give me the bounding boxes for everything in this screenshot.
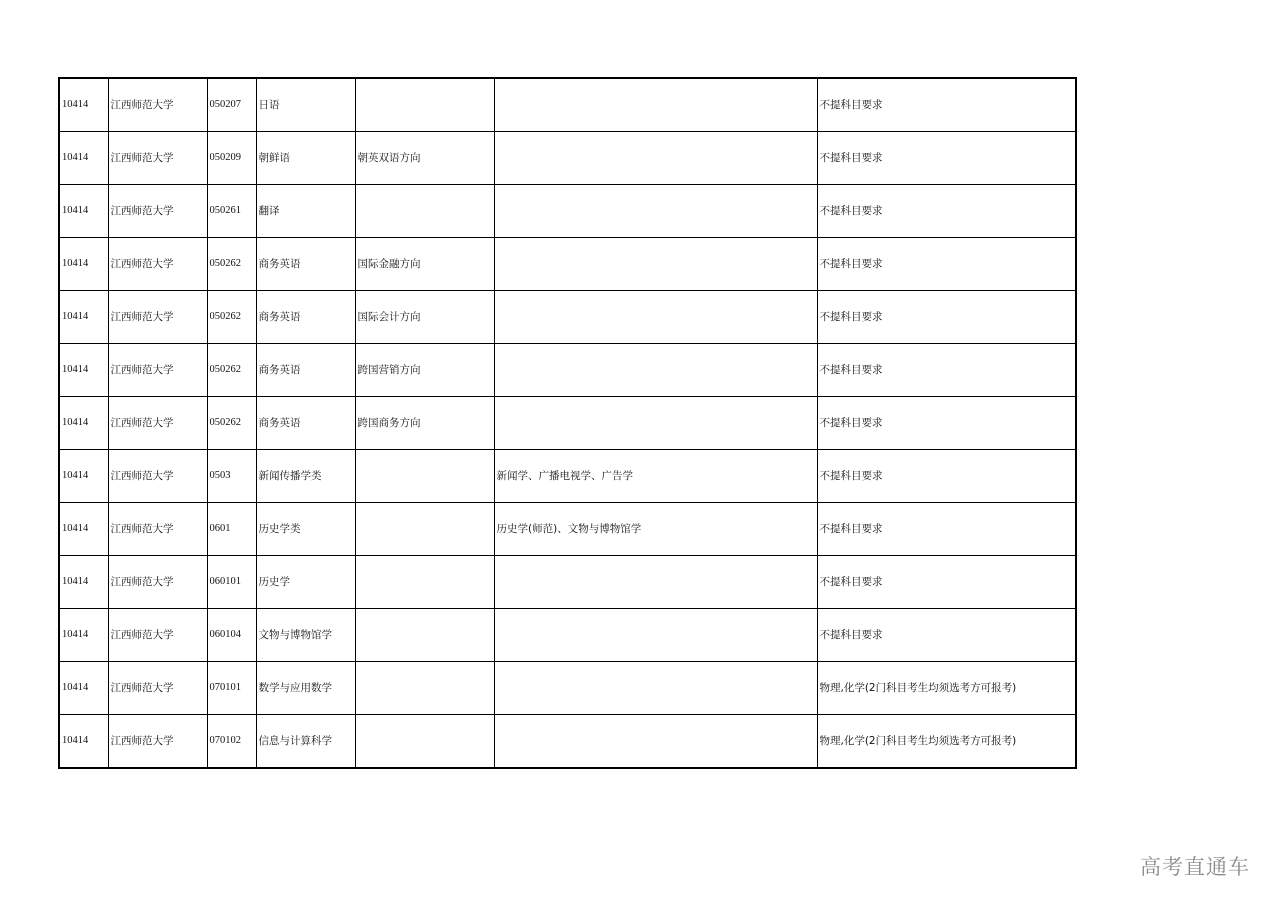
cell-school-code: 10414 xyxy=(59,662,108,715)
cell-major-code: 050262 xyxy=(207,291,256,344)
table-row xyxy=(59,397,1076,450)
cell-school-name: 江西师范大学 xyxy=(108,344,207,397)
cell-included-majors xyxy=(494,238,817,291)
table-row xyxy=(59,344,1076,397)
cell-school-name: 江西师范大学 xyxy=(108,662,207,715)
cell-school-code: 10414 xyxy=(59,397,108,450)
cell-subject-requirement: 物理,化学(2门科目考生均须选考方可报考) xyxy=(817,715,1076,769)
table-row xyxy=(59,662,1076,715)
table-row xyxy=(59,609,1076,662)
cell-major-name: 历史学 xyxy=(256,556,355,609)
cell-major-name: 新闻传播学类 xyxy=(256,450,355,503)
cell-school-name: 江西师范大学 xyxy=(108,450,207,503)
cell-major-name: 朝鲜语 xyxy=(256,132,355,185)
cell-included-majors xyxy=(494,291,817,344)
cell-major-direction: 朝英双语方向 xyxy=(355,132,494,185)
cell-subject-requirement: 不提科目要求 xyxy=(817,344,1076,397)
cell-included-majors xyxy=(494,662,817,715)
cell-major-direction xyxy=(355,78,494,132)
table-row xyxy=(59,185,1076,238)
cell-major-code: 050262 xyxy=(207,238,256,291)
cell-school-name: 江西师范大学 xyxy=(108,185,207,238)
cell-subject-requirement: 不提科目要求 xyxy=(817,185,1076,238)
cell-included-majors xyxy=(494,344,817,397)
watermark-text: 高考直通车 xyxy=(1140,855,1250,879)
cell-school-code: 10414 xyxy=(59,291,108,344)
cell-major-code: 060104 xyxy=(207,609,256,662)
cell-school-code: 10414 xyxy=(59,132,108,185)
cell-major-direction xyxy=(355,185,494,238)
table-body xyxy=(59,78,1076,768)
cell-included-majors xyxy=(494,185,817,238)
cell-subject-requirement: 不提科目要求 xyxy=(817,291,1076,344)
cell-major-name: 历史学类 xyxy=(256,503,355,556)
cell-major-code: 070101 xyxy=(207,662,256,715)
cell-major-direction xyxy=(355,609,494,662)
cell-school-name: 江西师范大学 xyxy=(108,132,207,185)
cell-major-code: 050262 xyxy=(207,397,256,450)
table-row xyxy=(59,78,1076,132)
cell-major-direction: 国际会计方向 xyxy=(355,291,494,344)
cell-included-majors: 历史学(师范)、文物与博物馆学 xyxy=(494,503,817,556)
cell-major-name: 信息与计算科学 xyxy=(256,715,355,769)
cell-included-majors xyxy=(494,132,817,185)
cell-school-name: 江西师范大学 xyxy=(108,291,207,344)
cell-major-direction xyxy=(355,503,494,556)
cell-major-direction xyxy=(355,715,494,769)
cell-school-code: 10414 xyxy=(59,78,108,132)
cell-major-direction xyxy=(355,450,494,503)
table-row xyxy=(59,450,1076,503)
cell-subject-requirement: 不提科目要求 xyxy=(817,132,1076,185)
cell-subject-requirement: 不提科目要求 xyxy=(817,397,1076,450)
table-row xyxy=(59,291,1076,344)
cell-subject-requirement: 不提科目要求 xyxy=(817,450,1076,503)
cell-subject-requirement: 不提科目要求 xyxy=(817,238,1076,291)
cell-school-code: 10414 xyxy=(59,238,108,291)
cell-major-direction: 跨国营销方向 xyxy=(355,344,494,397)
cell-included-majors xyxy=(494,715,817,769)
cell-major-direction: 跨国商务方向 xyxy=(355,397,494,450)
cell-major-code: 050261 xyxy=(207,185,256,238)
cell-major-direction: 国际金融方向 xyxy=(355,238,494,291)
cell-major-name: 商务英语 xyxy=(256,397,355,450)
cell-included-majors: 新闻学、广播电视学、广告学 xyxy=(494,450,817,503)
cell-school-code: 10414 xyxy=(59,715,108,769)
table-row xyxy=(59,238,1076,291)
cell-major-code: 0601 xyxy=(207,503,256,556)
cell-school-name: 江西师范大学 xyxy=(108,238,207,291)
cell-subject-requirement: 物理,化学(2门科目考生均须选考方可报考) xyxy=(817,662,1076,715)
cell-major-direction xyxy=(355,556,494,609)
table-row xyxy=(59,556,1076,609)
cell-major-name: 商务英语 xyxy=(256,344,355,397)
cell-included-majors xyxy=(494,609,817,662)
cell-major-name: 商务英语 xyxy=(256,291,355,344)
cell-subject-requirement: 不提科目要求 xyxy=(817,556,1076,609)
subject-requirement-table xyxy=(58,77,1077,769)
cell-school-code: 10414 xyxy=(59,344,108,397)
cell-subject-requirement: 不提科目要求 xyxy=(817,78,1076,132)
cell-major-name: 商务英语 xyxy=(256,238,355,291)
cell-major-direction xyxy=(355,662,494,715)
cell-included-majors xyxy=(494,397,817,450)
cell-school-code: 10414 xyxy=(59,185,108,238)
cell-major-name: 数学与应用数学 xyxy=(256,662,355,715)
cell-major-code: 050207 xyxy=(207,78,256,132)
cell-school-name: 江西师范大学 xyxy=(108,397,207,450)
cell-major-code: 0503 xyxy=(207,450,256,503)
cell-school-name: 江西师范大学 xyxy=(108,78,207,132)
cell-major-name: 日语 xyxy=(256,78,355,132)
cell-school-name: 江西师范大学 xyxy=(108,556,207,609)
cell-school-name: 江西师范大学 xyxy=(108,503,207,556)
cell-school-code: 10414 xyxy=(59,450,108,503)
cell-school-code: 10414 xyxy=(59,556,108,609)
table-row xyxy=(59,715,1076,769)
cell-major-code: 060101 xyxy=(207,556,256,609)
cell-included-majors xyxy=(494,78,817,132)
cell-major-code: 070102 xyxy=(207,715,256,769)
cell-subject-requirement: 不提科目要求 xyxy=(817,503,1076,556)
cell-major-code: 050262 xyxy=(207,344,256,397)
cell-subject-requirement: 不提科目要求 xyxy=(817,609,1076,662)
cell-major-name: 文物与博物馆学 xyxy=(256,609,355,662)
table-row xyxy=(59,132,1076,185)
cell-school-code: 10414 xyxy=(59,609,108,662)
cell-included-majors xyxy=(494,556,817,609)
cell-major-code: 050209 xyxy=(207,132,256,185)
cell-school-name: 江西师范大学 xyxy=(108,715,207,769)
cell-school-name: 江西师范大学 xyxy=(108,609,207,662)
cell-major-name: 翻译 xyxy=(256,185,355,238)
cell-school-code: 10414 xyxy=(59,503,108,556)
table-row xyxy=(59,503,1076,556)
